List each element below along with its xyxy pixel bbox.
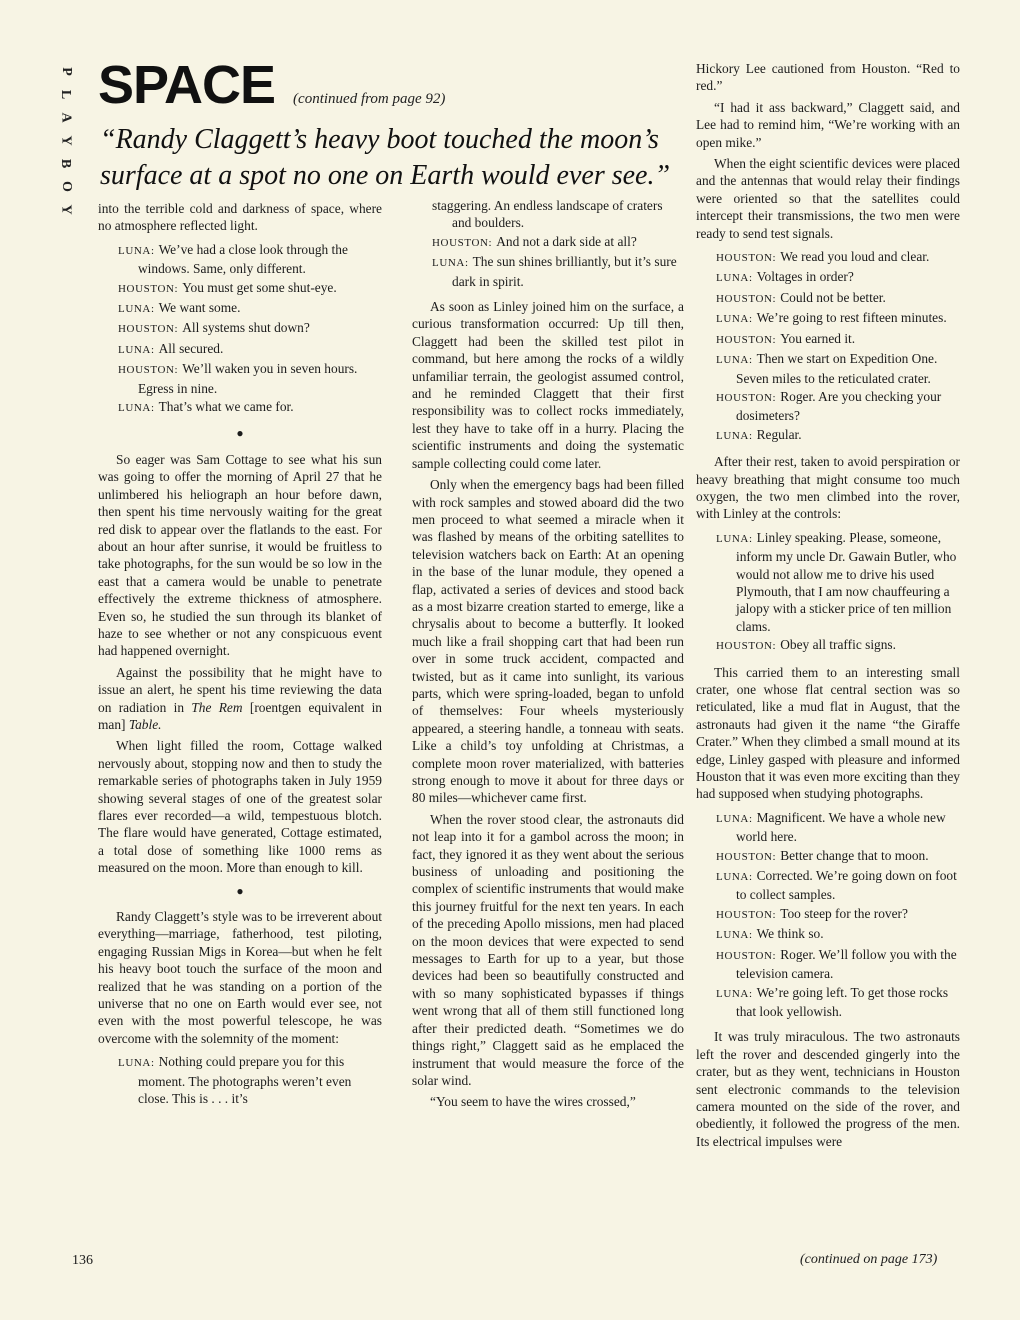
continued-from-note: (continued from page 92)	[293, 91, 446, 107]
speaker: HOUSTON:	[118, 323, 179, 336]
dialog-line	[432, 233, 684, 252]
speaker: LUNA:	[118, 1057, 155, 1070]
dialog-text: We’ll waken you in seven hours. Egress in nine.	[138, 361, 358, 396]
dialog-text: Roger. Are you checking your dosimeters?	[736, 388, 942, 424]
speaker: LUNA:	[118, 244, 155, 257]
dialog-line	[118, 360, 382, 397]
book-title: The Rem	[191, 699, 243, 715]
paragraph: “I had it ass backward,” Claggett said, and Lee had to remind him, “We’re working with an open mike.”	[696, 99, 960, 150]
dialog-text: Regular.	[756, 426, 802, 442]
book-title: Table.	[128, 716, 162, 732]
speaker: HOUSTON:	[118, 364, 179, 377]
paragraph: After their rest, taken to avoid perspiration or heavy breathing that might consume too much oxygen, the two men climbed into the rover, with Linley at the controls:	[696, 454, 960, 522]
dialog-line	[118, 398, 382, 417]
speaker: LUNA:	[118, 402, 155, 415]
section-separator: ●	[236, 426, 244, 441]
article-title: SPACE	[98, 55, 276, 115]
dialog-line	[118, 319, 382, 338]
dialog-text: We think so.	[756, 926, 824, 942]
dialog-block	[696, 248, 960, 445]
dialog-line	[118, 279, 382, 298]
paragraph: Only when the emergency bags had been filled with rock samples and stowed aboard did the two men proceed to what seemed a miracle when it was flashed by means of the orbiting satellites to television watchers back on Earth: At an opening in the base of the lunar module, they opened a flap, activated a series of devices and stood back as a most bizarre creation started to emerge, like a chrysalis about to become a butterfly. It looked much like a frail shopping cart that had been run over in some truck accident, compacted and twisted, but as it came into sunlight, its various parts, which were spring-loaded, began to unfold of themselves: Four wheels mysteriously appeared, a steering handle, a tonneau with seats. Like a child’s toy unfolding at Christmas, a complete moon rover materialized, with batteries strong enough to move it about for three days or 80 miles—whichever came first.	[412, 477, 684, 806]
paragraph: When light filled the room, Cottage walked nervously about, stopping now and then to study the remarkable series of photographs taken in July 1959 showing several stages of one of the greatest solar flares ever recorded—a wild, tempestuous blotch. The flare would have generated, Cottage estimated, a total dose of something like 1000 rems as measured on the moon. More than enough to kill.	[98, 738, 382, 876]
paragraph: So eager was Sam Cottage to see what his sun was going to offer the morning of April 27 that he unlimbered his heliograph an hour before dawn, then spent his time nervously waiting for the great red disk to appear over the flatlands to the east. For about an hour after sunrise, it would be fruitless to take photographs, for the sun would be so low in the east that a camera would be unable to penetrate effectively the extreme thickness of atmosphere. Even so, he studied the sun through its blanket of haze to see whether or not any conspicuous event had happened overnight.	[98, 451, 382, 659]
dialog-text: The sun shines brilliantly, but it’s sure dark in spirit.	[452, 254, 677, 289]
speaker: LUNA:	[716, 429, 753, 442]
dialog-text: staggering. An endless landscape of craters and boulders.	[432, 198, 663, 231]
speaker: HOUSTON:	[716, 252, 777, 265]
paragraph: Hickory Lee cautioned from Houston. “Red to red.”	[696, 61, 960, 94]
dialog-line	[716, 388, 960, 425]
continued-on-note: (continued on page 173)	[800, 1252, 938, 1267]
dialog-line	[432, 197, 684, 232]
dialog-text: Could not be better.	[780, 289, 886, 305]
spine-letter: Y	[58, 135, 74, 146]
speaker: LUNA:	[716, 812, 753, 825]
speaker: LUNA:	[716, 987, 753, 1000]
speaker: LUNA:	[716, 532, 753, 545]
paragraph: It was truly miraculous. The two astronauts left the rover and descended gingerly into the crater, but as they went, technicians in Houston sent electronic commands to the television camera mounted on the side of the rover, and obediently, it followed the progress of the men. Its electrical impulses were	[696, 1029, 960, 1149]
spine-letter: Y	[58, 204, 74, 215]
dialog-block	[98, 1053, 382, 1107]
dialog-line	[716, 984, 960, 1021]
dialog-text: Magnificent. We have a whole new world here.	[736, 809, 946, 845]
dialog-text: All secured.	[158, 340, 224, 356]
dialog-line	[118, 299, 382, 318]
text-column-2	[412, 197, 684, 1115]
dialog-line	[716, 268, 960, 287]
dialog-text: You must get some shut-eye.	[182, 279, 337, 295]
paragraph: As soon as Linley joined him on the surface, a curious transformation occurred: Up till then, Claggett had been the skilled test pilot in command, but here among the rocks of a wildly unfamiliar terrain, the geologist assumed control, and he reminded Claggett that their first responsibility was to collect rocks immediately, lest they have to take off in a hurry. Placing the scientific instruments and doing the systematic sample collecting could come later.	[412, 299, 684, 471]
speaker: LUNA:	[716, 272, 753, 285]
dialog-block	[412, 197, 684, 290]
dialog-text: Nothing could prepare you for this moment. The photographs weren’t even close. This is . . . it’s	[138, 1054, 352, 1107]
speaker: HOUSTON:	[716, 292, 777, 305]
speaker: LUNA:	[716, 313, 753, 326]
speaker: HOUSTON:	[118, 282, 179, 295]
dialog-text: And not a dark side at all?	[496, 233, 637, 249]
paragraph: This carried them to an interesting small crater, one whose flat central section was so reticulated, like a mud flat in August, that the astronauts had given it the name “the Giraffe Crater.” When they climbed a small mound at its edge, Linley gasped with pleasure and informed Houston that it was even more exciting than they had supposed when studying photographs.	[696, 664, 960, 802]
page-number: 136	[72, 1253, 93, 1268]
dialog-text: Voltages in order?	[756, 269, 854, 285]
dialog-line	[716, 309, 960, 328]
dialog-text: We read you loud and clear.	[780, 249, 930, 265]
section-separator: ●	[236, 883, 244, 898]
speaker: LUNA:	[432, 257, 469, 270]
speaker: LUNA:	[716, 929, 753, 942]
dialog-text: We want some.	[158, 300, 241, 316]
dialog-line	[716, 847, 960, 866]
paragraph: Randy Claggett’s style was to be irreverent about everything—marriage, fatherhood, test piloting, engaging Russian Migs in Korea—but when he felt his heavy boot touch the surface of the moon and realized that he was standing on a portion of the universe that no one on Earth would ever see, not even with the most powerful telescope, he was overcome with the solemnity of the moment:	[98, 909, 382, 1046]
paragraph: into the terrible cold and darkness of space, where no atmosphere reflected light.	[98, 201, 382, 234]
dialog-text: We’re going to rest fifteen minutes.	[756, 310, 947, 326]
speaker: HOUSTON:	[716, 850, 777, 863]
dialog-block	[696, 809, 960, 1020]
dialog-text: All systems shut down?	[182, 320, 310, 336]
text-column-1	[98, 200, 382, 1116]
dialog-line	[716, 809, 960, 846]
dialog-line	[716, 636, 960, 655]
paragraph: When the rover stood clear, the astronauts did not leap into it for a gambol across the moon; in fact, they ignored it as they went about the serious business of unloading and positioning the complex of scientific instruments that would make this journey fruitful for the next ten years. In each of the preceding Apollo missions, men had placed on the moon devices that were expected to send messages to Earth for up to a year, but those devices had been so beautifully constructed and with so many sophisticated bypasses if things went wrong that all of them still functioned long after their predicted death. “Sometimes we do things right,” Claggett said as he emplaced the instrument that would measure the force of the solar wind.	[412, 811, 684, 1088]
dialog-text: Roger. We’ll follow you with the television camera.	[736, 946, 957, 982]
magazine-name-vertical	[55, 60, 77, 221]
dialog-line	[716, 248, 960, 267]
dialog-line	[716, 426, 960, 445]
dialog-line	[118, 1053, 382, 1107]
speaker: LUNA:	[118, 303, 155, 316]
dialog-line	[716, 867, 960, 904]
dialog-text: Better change that to moon.	[780, 847, 929, 863]
paragraph	[98, 664, 382, 734]
dialog-text: Linley speaking. Please, someone, inform my uncle Dr. Gawain Butler, who would not allow me to drive his used Plymouth, that I am now chauffeuring a jalopy with a sticker price of ten million clams.	[736, 529, 957, 634]
spine-letter: B	[58, 158, 74, 169]
speaker: HOUSTON:	[716, 640, 777, 653]
dialog-line	[716, 529, 960, 635]
dialog-text: Too steep for the rover?	[780, 905, 908, 921]
dialog-line	[716, 289, 960, 308]
speaker: HOUSTON:	[716, 333, 777, 346]
dialog-line	[716, 350, 960, 387]
speaker: LUNA:	[716, 354, 753, 367]
dialog-line	[716, 905, 960, 924]
dialog-text: You earned it.	[780, 330, 856, 346]
text-column-3	[696, 60, 960, 1154]
dialog-text: We’ve had a close look through the windows. Same, only different.	[138, 241, 348, 277]
paragraph: “You seem to have the wires crossed,”	[430, 1094, 636, 1110]
speaker: HOUSTON:	[716, 391, 777, 404]
dialog-line	[716, 946, 960, 983]
speaker: LUNA:	[716, 871, 753, 884]
speaker: HOUSTON:	[716, 908, 777, 921]
dialog-block	[696, 529, 960, 656]
dialog-text: Corrected. We’re going down on foot to collect samples.	[736, 868, 957, 903]
spine-letter: L	[58, 89, 74, 100]
dialog-text: We’re going left. To get those rocks that look yellowish.	[736, 984, 949, 1019]
speaker: LUNA:	[118, 343, 155, 356]
dialog-text: That’s what we came for.	[158, 399, 294, 415]
dialog-line	[118, 340, 382, 359]
speaker: HOUSTON:	[716, 949, 777, 962]
paragraph-text: [roentgen equivalent in man]	[98, 699, 382, 732]
paragraph-text: Against the possibility that he might have to issue an alert, he spent his time reviewing the data on radiation in	[98, 664, 382, 715]
dialog-line	[716, 330, 960, 349]
article-header	[98, 55, 688, 194]
dialog-line	[118, 241, 382, 278]
spine-letter: O	[58, 181, 74, 192]
spine-letter: P	[58, 67, 74, 76]
dialog-block	[98, 241, 382, 418]
speaker: HOUSTON:	[432, 236, 493, 249]
pull-quote: “Randy Claggett’s heavy boot touched the moon’s surface at a spot no one on Earth would ever see.”	[100, 124, 671, 191]
dialog-line	[432, 253, 684, 290]
dialog-line	[716, 925, 960, 944]
dialog-text: Obey all traffic signs.	[780, 637, 896, 653]
spine-letter: A	[58, 112, 74, 123]
paragraph: When the eight scientific devices were placed and the antennas that would relay their findings were oriented so that the satellites could intercept their transmissions, the two men were ready to send test signals.	[696, 156, 960, 241]
dialog-text: Then we start on Expedition One. Seven miles to the reticulated crater.	[736, 351, 938, 386]
